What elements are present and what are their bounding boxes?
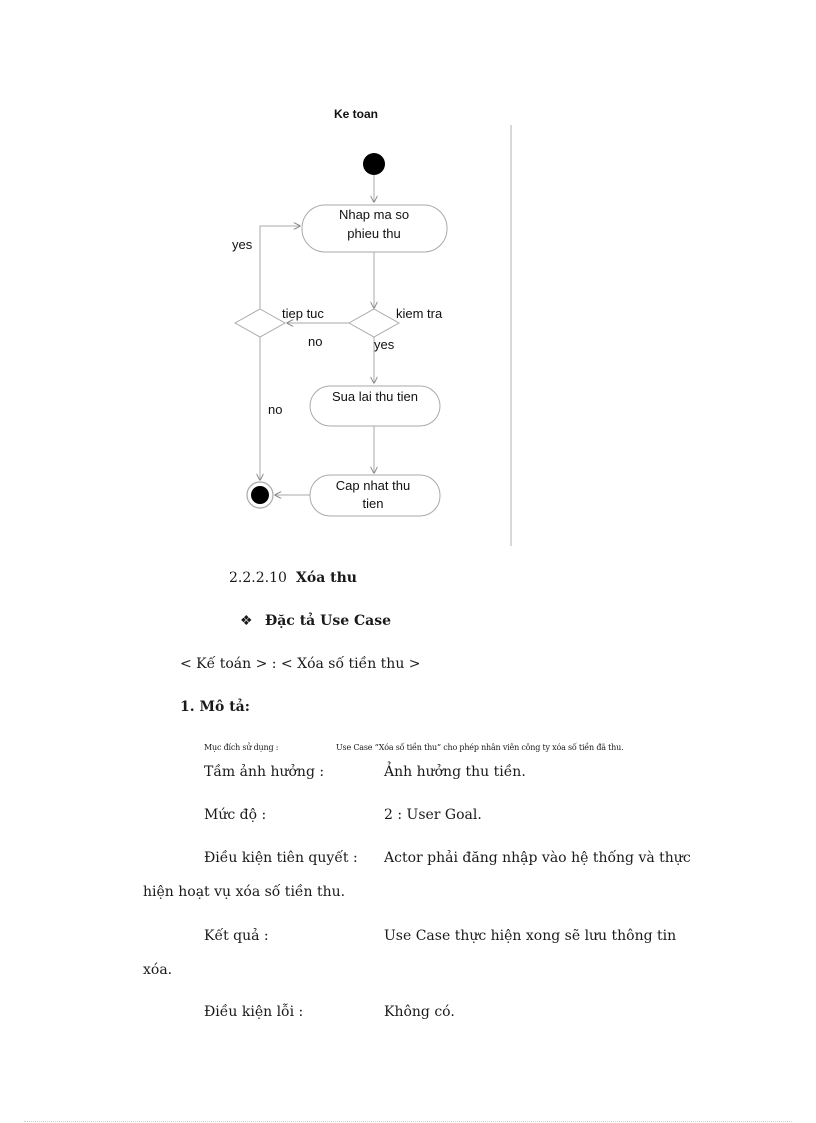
purpose-label: Mục đích sử dụng : — [204, 743, 279, 752]
start-node — [363, 153, 385, 175]
guard-yes-left: yes — [232, 237, 253, 252]
precondition-continuation: hiện hoạt vụ xóa số tiền thu. — [143, 884, 346, 900]
scope-value: Ảnh hưởng thu tiền. — [384, 764, 526, 780]
error-label: Điều kiện lỗi : — [204, 1004, 304, 1020]
decision-tiep-tuc — [235, 309, 285, 337]
result-value: Use Case thực hiện xong sẽ lưu thông tin — [384, 928, 677, 944]
level-value: 2 : User Goal. — [384, 807, 482, 823]
result-continuation: xóa. — [143, 962, 173, 978]
flow-continue-yes — [260, 226, 300, 309]
actor-line: < Kế toán > : < Xóa số tiền thu > — [180, 656, 421, 672]
section-number: 2.2.2.10 — [229, 570, 287, 586]
swimlane-label: Ke toan — [334, 107, 379, 121]
decision-tiep-tuc-label: tiep tuc — [282, 306, 324, 321]
precondition-label: Điều kiện tiên quyết : — [204, 850, 358, 866]
page-bottom-rule — [24, 1121, 792, 1122]
guard-no-mid: no — [308, 334, 323, 349]
action-sua-lai-label: Sua lai thu tien — [331, 389, 419, 404]
action-nhap-ma-so-line1: Nhap ma so — [338, 207, 410, 222]
error-value: Không có. — [384, 1004, 455, 1020]
purpose-value: Use Case “Xóa số tiền thu” cho phép nhân viên công ty xóa số tiền đã thu. — [336, 743, 624, 752]
decision-kiem-tra-label: kiem tra — [396, 306, 443, 321]
guard-yes-mid: yes — [374, 337, 395, 352]
action-cap-nhat-line2: tien — [362, 496, 384, 511]
scope-label: Tầm ảnh hưởng : — [204, 764, 325, 780]
result-label: Kết quả : — [204, 928, 269, 944]
decision-kiem-tra — [349, 309, 399, 337]
bullet-icon: ❖ — [240, 613, 253, 629]
spec-heading: Đặc tả Use Case — [265, 613, 391, 629]
item-description: 1. Mô tả: — [180, 699, 250, 715]
activity-diagram — [0, 0, 816, 560]
end-node — [251, 486, 269, 504]
precondition-value: Actor phải đăng nhập vào hệ thống và thực — [384, 850, 691, 866]
action-nhap-ma-so-line2: phieu thu — [347, 226, 401, 241]
level-label: Mức độ : — [204, 807, 267, 823]
section-title: Xóa thu — [296, 570, 357, 586]
guard-no-left: no — [268, 402, 283, 417]
action-cap-nhat-line1: Cap nhat thu — [335, 478, 411, 493]
